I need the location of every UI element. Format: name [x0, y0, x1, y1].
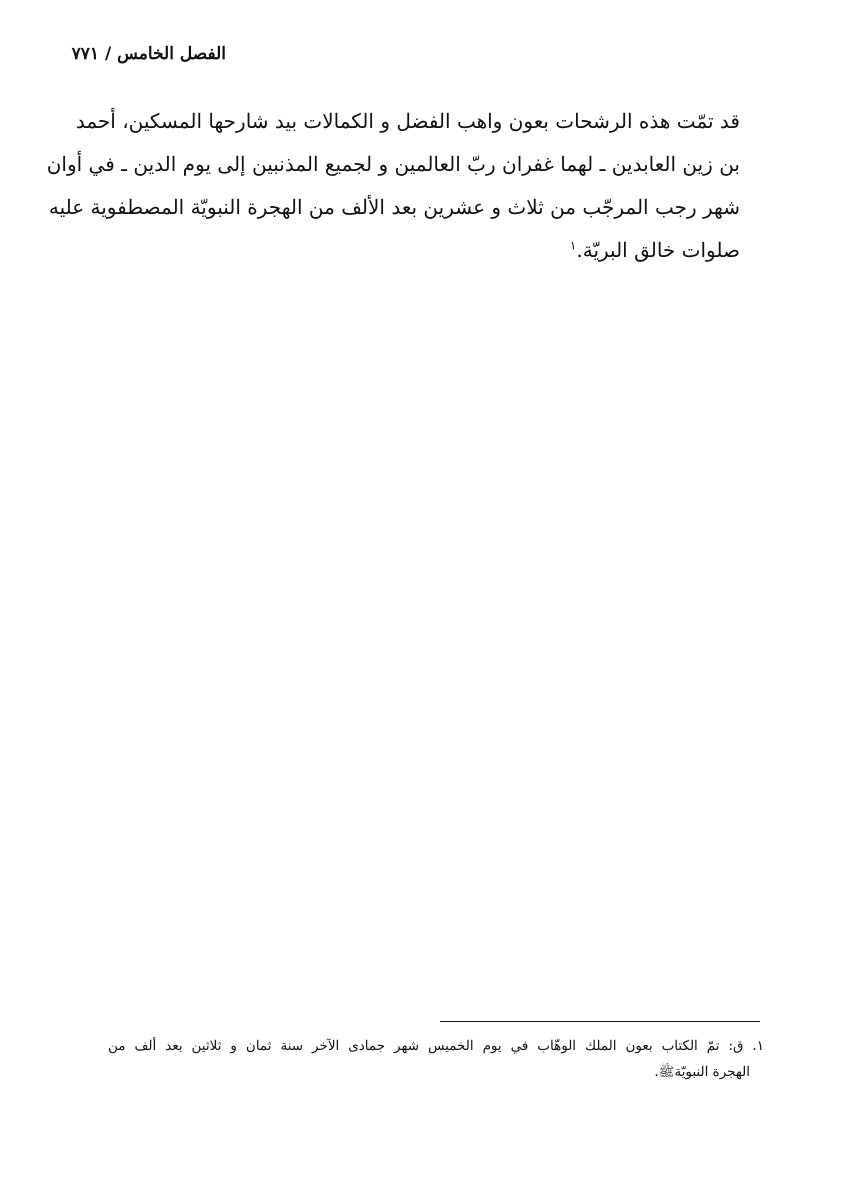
footnote-text: الهجرة النبويّة [674, 1064, 750, 1080]
text-line: قد تمّت هذه الرشحات بعون واهب الفضل و الكمالات بيد شارحها المسكين، أحمد [75, 109, 740, 133]
footnote-period: . [654, 1064, 659, 1080]
footnote-separator [440, 1021, 760, 1022]
footnote-line: ۱. ق: تمّ الكتاب بعون الملك الوهّاب في يوم الخميس شهر جمادى الآخر سنة ثمان و ثلاثين بعد ألف من [108, 1038, 764, 1054]
text-line-last [108, 229, 740, 272]
text-line: شهر رجب المرجّب من ثلاث و عشرين بعد الألف من الهجرة النبويّة المصطفوية عليه [48, 195, 740, 219]
running-header: الفصل الخامس / ۷۷۱ [71, 44, 226, 64]
salawat-glyph: ﷺ [658, 1064, 675, 1080]
text-line: بن زين العابدين ـ لهما غفران ربّ العالمين و لجميع المذنبين إلى يوم الدين ـ في أوان [46, 152, 740, 176]
footnote [108, 1033, 764, 1086]
footnote-line [108, 1059, 764, 1086]
main-text [46, 100, 740, 272]
text-line-content: صلوات خالق البريّة. [576, 238, 740, 262]
footnote-reference[interactable]: ۱ [569, 238, 577, 253]
